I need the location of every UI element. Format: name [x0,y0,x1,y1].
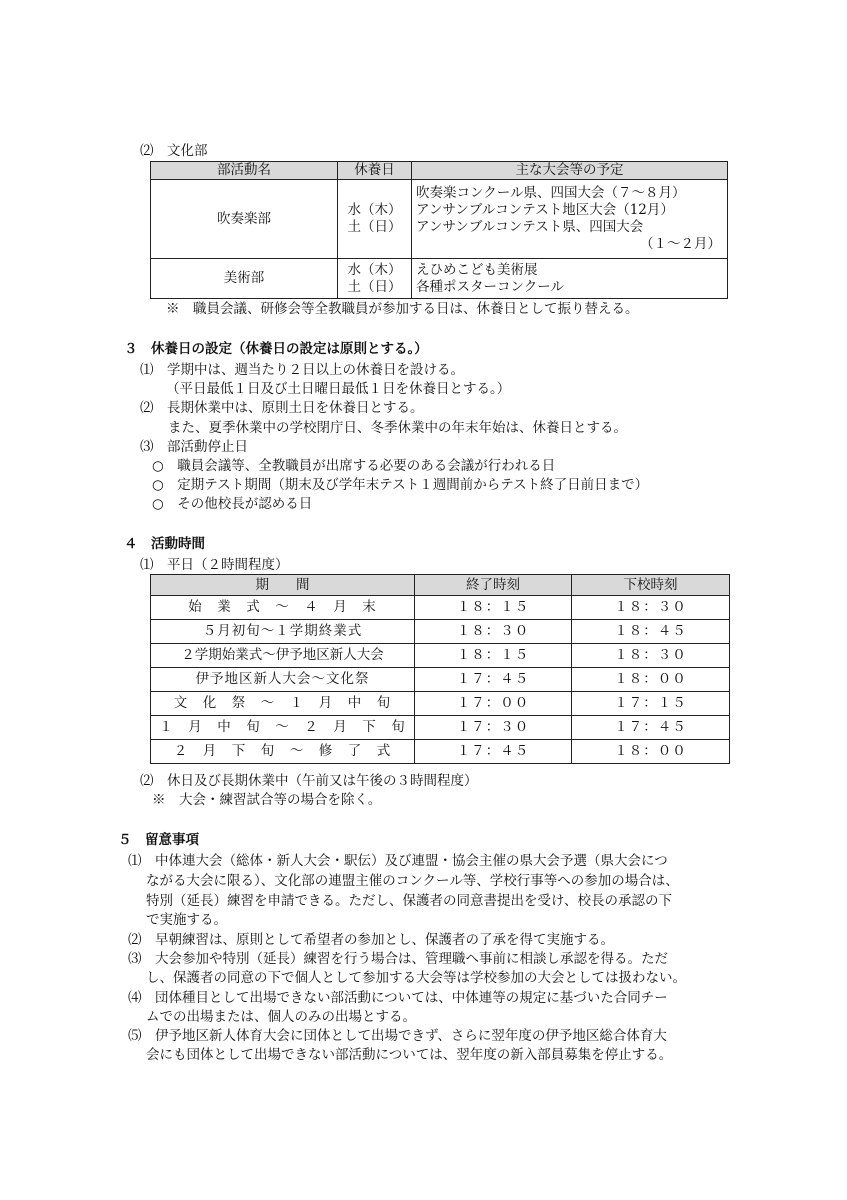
section5-line: 会にも団体として出場できない部活動については、翌年度の新入部員募集を停止する。 [146,1047,673,1063]
event-line: 吹奏楽コンクール県、四国大会（７～８月） [416,185,686,201]
section4-sub2: ⑵ 休日及び長期休業中（午前又は午後の３時間程度） [140,773,478,789]
section4-note: ※ 大会・練習試合等の場合を除く。 [152,792,382,808]
culture-heading: ⑵ 文化部 [140,143,208,159]
end-time-cell: １８：１５ [415,644,572,668]
leave-time-cell: １８：３０ [572,644,730,668]
end-time-cell: １７：４５ [415,740,572,764]
table-row [151,716,730,740]
table-row [151,596,730,620]
section5-line: ⑴ 中体連大会（総体・新人大会・駅伝）及び連盟・協会主催の県大会予選（県大会につ [128,853,668,869]
end-time-cell: １７：４５ [415,668,572,692]
table-row [151,620,730,644]
section3-line: ⑴ 学期中は、週当たり２日以上の休養日を設ける。 [140,362,464,378]
section3-title: ３ 休養日の設定（休養日の設定は原則とする。） [124,341,428,357]
table-row [151,740,730,764]
end-time-cell: １７：００ [415,692,572,716]
section3-line: ⑶ 部活動停止日 [140,439,248,455]
event-line: えひめこども美術展 [416,261,538,278]
table-row [151,644,730,668]
section4-sub1: ⑴ 平日（２時間程度） [140,557,289,573]
period-cell: ２ 月 下 旬 ～ 修 了 式 [151,740,415,764]
section3-line: また、夏季休業中の学校閉庁日、冬季休業中の年末年始は、休養日とする。 [168,420,627,436]
event-line: （１～２月） [640,236,721,252]
section5-line: 特別（延長）練習を申請できる。ただし、保護者の同意書提出を受け、校長の承認の下 [146,893,672,909]
leave-time-cell: １８：３０ [572,596,730,620]
section5-line: ムでの出場または、個人のみの出場とする。 [146,1009,416,1025]
period-cell: ５月初旬～１学期終業式 [151,620,415,644]
rest-day: 水（木） [347,261,402,278]
section3-line: ⑵ 長期休業中は、原則土日を休養日とする。 [140,400,424,416]
header-main-events: 主な大会等の予定 [412,162,728,180]
leave-time-cell: １７：４５ [572,716,730,740]
table-row [151,692,730,716]
header-leave-time: 下校時刻 [572,575,730,596]
club-name: 美術部 [151,259,338,299]
end-time-cell: １８：３０ [415,620,572,644]
period-cell: 始 業 式 ～ ４ 月 末 [151,596,415,620]
rest-day: 土（日） [347,219,402,235]
club-name: 吹奏楽部 [151,180,338,259]
section3-line: （平日最低１日及び土日曜日最低１日を休養日とする。） [166,381,511,397]
header-end-time: 終了時刻 [415,575,572,596]
section5-line: ⑸ 伊予地区新人体育大会に団体として出場できず、さらに翌年度の伊予地区総合体育大 [128,1028,667,1044]
section3-line: ○ 定期テスト期間（期末及び学年末テスト１週間前からテスト終了日前日まで） [152,477,649,493]
section5-line: ながる大会に限る）、文化部の連盟主催のコンクール等、学校行事等への参加の場合は、 [146,873,679,889]
end-time-cell: １８：１５ [415,596,572,620]
activity-time-table [150,574,730,764]
rest-day: 水（木） [347,202,402,218]
section5-line: で実施する。 [146,912,227,928]
section3-line: ○ 職員会議等、全教職員が出席する必要のある会議が行われる日 [152,458,556,474]
period-cell: １ 月 中 旬 ～ ２ 月 下 旬 [151,716,415,740]
event-line: 各種ポスターコンクール [416,278,564,295]
culture-club-table [150,161,728,299]
table-row [151,668,730,692]
event-line: アンサンブルコンテスト地区大会（12月） [416,202,674,218]
table-header-row [151,162,728,180]
event-line: アンサンブルコンテスト県、四国大会 [416,219,644,235]
culture-note: ※ 職員会議、研修会等全教職員が参加する日は、休養日として振り替える。 [166,301,639,317]
header-rest-day: 休養日 [338,162,412,180]
leave-time-cell: １８：４５ [572,620,730,644]
leave-time-cell: １８：００ [572,668,730,692]
table-row [151,259,728,299]
period-cell: 文 化 祭 ～ １ 月 中 旬 [151,692,415,716]
section5-line: ⑶ 大会参加や特別（延長）練習を行う場合は、管理職へ事前に相談し承認を得る。ただ [128,951,668,967]
section3-line: ○ その他校長が認める日 [152,496,313,512]
rest-days [338,259,412,299]
table-header-row [151,575,730,596]
section5-line: ⑷ 団体種目として出場できない部活動については、中体連等の規定に基づいた合同チー [128,990,668,1006]
period-cell: ２学期始業式～伊予地区新人大会 [151,644,415,668]
period-cell: 伊予地区新人大会～文化祭 [151,668,415,692]
header-period: 期 間 [151,575,415,596]
rest-days [338,180,412,259]
leave-time-cell: １７：１５ [572,692,730,716]
leave-time-cell: １８：００ [572,740,730,764]
table-row [151,180,728,259]
section5-line: し、保護者の同意の下で個人として参加する大会等は学校参加の大会としては扱わない。 [146,970,686,986]
section5-line: ⑵ 早朝練習は、原則として希望者の参加とし、保護者の了承を得て実施する。 [128,932,614,948]
events-cell [412,180,728,259]
section5-title: ５ 留意事項 [118,832,199,848]
header-club-name: 部活動名 [151,162,338,180]
events-cell [412,259,728,299]
rest-day: 土（日） [347,278,402,295]
section4-title: ４ 活動時間 [124,536,205,552]
end-time-cell: １７：３０ [415,716,572,740]
